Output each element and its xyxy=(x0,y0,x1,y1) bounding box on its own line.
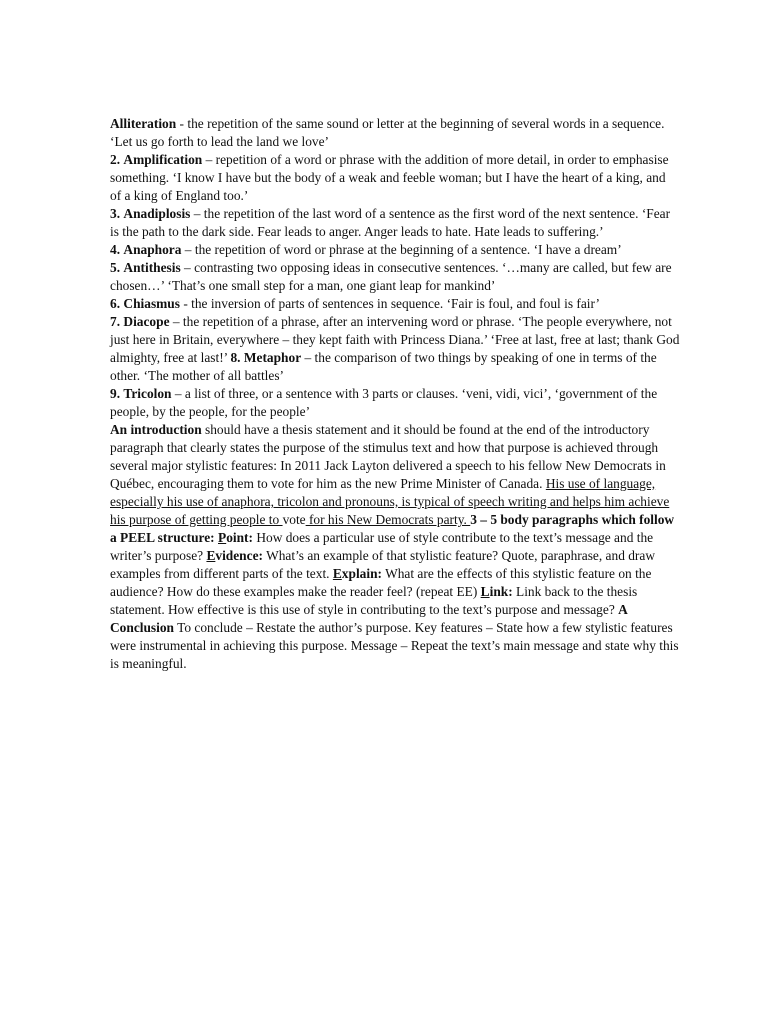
body-heading: 3 – 5 body paragraphs which follow a PEEL structure: xyxy=(110,512,675,545)
peel-point-letter: P xyxy=(218,530,227,545)
term-name: Amplification xyxy=(123,152,203,167)
peel-explain-letter: E xyxy=(332,566,342,581)
term-number: 9. xyxy=(110,386,121,401)
peel-explain-rest: xplain: xyxy=(341,566,382,581)
term-name: Anadiplosis xyxy=(123,206,191,221)
peel-link-text: Link back to the thesis statement. How effective is this use of style in contributing to the text’s purpose and message? xyxy=(110,584,638,617)
conclusion-text: To conclude – Restate the author’s purpose. Key features – State how a few stylistic features were instrumental in achieving this purpose. Message – Repeat the text’s main message and state why this is meaningful. xyxy=(110,620,679,671)
term-anadiplosis xyxy=(110,205,680,241)
term-definition: the repetition of the last word of a sentence as the first word of the next sentence. ‘Fear is the path to the dark side. Fear leads to anger. Anger leads to hate. Hate leads to suffering.’ xyxy=(110,206,671,239)
peel-link-rest: ink: xyxy=(489,584,513,599)
term-tricolon xyxy=(110,385,680,421)
term-definition: the repetition of the same sound or letter at the beginning of several words in a sequence. ‘Let us go forth to lead the land we love’ xyxy=(110,116,665,149)
term-name: Antithesis xyxy=(123,260,181,275)
thesis-vote: vote xyxy=(282,512,306,527)
intro-text: should have a thesis statement and it should be found at the end of the introductory paragraph that clearly states the purpose of the stimulus text and how that purpose is achieved through several major stylistic features: In 2011 Jack Layton delivered a speech to his fellow New Democrats in Québec, encouraging them to vote for him as the new Prime Minister of Canada. xyxy=(110,422,666,491)
peel-evidence-rest: vidence: xyxy=(215,548,263,563)
term-number: 5. xyxy=(110,260,121,275)
term-definition: a list of three, or a sentence with 3 parts or clauses. ‘veni, vidi, vici’, ‘government of the people, by the people, for the people’ xyxy=(110,386,658,419)
term-definition: the repetition of word or phrase at the beginning of a sentence. ‘I have a dream’ xyxy=(194,242,622,257)
term-number: 8. xyxy=(230,350,241,365)
term-number: 4. xyxy=(110,242,121,257)
term-separator: - xyxy=(179,296,192,311)
term-amplification xyxy=(110,151,680,205)
term-name: Alliteration xyxy=(110,116,177,131)
term-name: Chiasmus xyxy=(123,296,180,311)
essay-structure-paragraph xyxy=(110,421,680,673)
term-name: Tricolon xyxy=(123,386,172,401)
term-name: Diacope xyxy=(123,314,170,329)
term-separator: – xyxy=(181,242,195,257)
conclusion-heading: A Conclusion xyxy=(110,602,628,635)
thesis-underlined-end: for his New Democrats party. xyxy=(305,512,471,527)
term-definition: contrasting two opposing ideas in consecutive sentences. ‘…many are called, but few are chosen…’ ‘That’s one small step for a man, one giant leap for mankind’ xyxy=(110,260,672,293)
thesis-underlined: His use of language, especially his use of anaphora, tricolon and pronouns, is typical of speech writing and helps him achieve his purpose of getting people to xyxy=(110,476,670,527)
term-diacope-metaphor xyxy=(110,313,680,385)
term-separator: – xyxy=(190,206,204,221)
term-alliteration xyxy=(110,115,680,151)
peel-evidence-label xyxy=(206,548,263,563)
term-number: 7. xyxy=(110,314,121,329)
term-definition: the comparison of two things by speaking of one in terms of the other. ‘The mother of all battles’ xyxy=(110,350,657,383)
peel-point-label xyxy=(218,530,253,545)
term-anaphora xyxy=(110,241,680,259)
term-separator: – xyxy=(202,152,216,167)
term-name: Anaphora xyxy=(123,242,182,257)
term-separator: – xyxy=(180,260,195,275)
peel-evidence-letter: E xyxy=(206,548,216,563)
term-number: 6. xyxy=(110,296,121,311)
term-antithesis xyxy=(110,259,680,295)
peel-point-rest: oint: xyxy=(226,530,253,545)
term-definition: the repetition of a phrase, after an intervening word or phrase. ‘The people everywhere, not just here in Britain, everywhere – they kept faith with Princess Diana.’ ‘Free at last, free at last; thank God almighty, free at last!’ xyxy=(110,314,680,365)
peel-explain-text: What are the effects of this stylistic feature on the audience? How do these examples make the reader feel? (repeat EE) xyxy=(110,566,652,599)
term-number: 2. xyxy=(110,152,121,167)
peel-link-letter: L xyxy=(480,584,490,599)
term-name: Metaphor xyxy=(243,350,302,365)
peel-point-text: How does a particular use of style contribute to the text’s message and the writer’s purpose? xyxy=(110,530,654,563)
term-definition: the inversion of parts of sentences in sequence. ‘Fair is foul, and foul is fair’ xyxy=(191,296,600,311)
term-chiasmus xyxy=(110,295,680,313)
term-definition: repetition of a word or phrase with the addition of more detail, in order to emphasise something. ‘I know I have but the body of a weak and feeble woman; but I have the heart of a king, and of a king of England too.’ xyxy=(110,152,669,203)
document-page xyxy=(110,115,680,673)
term-separator: - xyxy=(176,116,188,131)
term-separator: – xyxy=(171,386,185,401)
term-separator: – xyxy=(169,314,183,329)
term-separator: – xyxy=(301,350,315,365)
peel-evidence-text: What’s an example of that stylistic feature? Quote, paraphrase, and draw examples from different parts of the text. xyxy=(110,548,656,581)
intro-heading: An introduction xyxy=(110,422,202,437)
peel-explain-label xyxy=(333,566,382,581)
peel-link-label xyxy=(481,584,513,599)
term-number: 3. xyxy=(110,206,121,221)
